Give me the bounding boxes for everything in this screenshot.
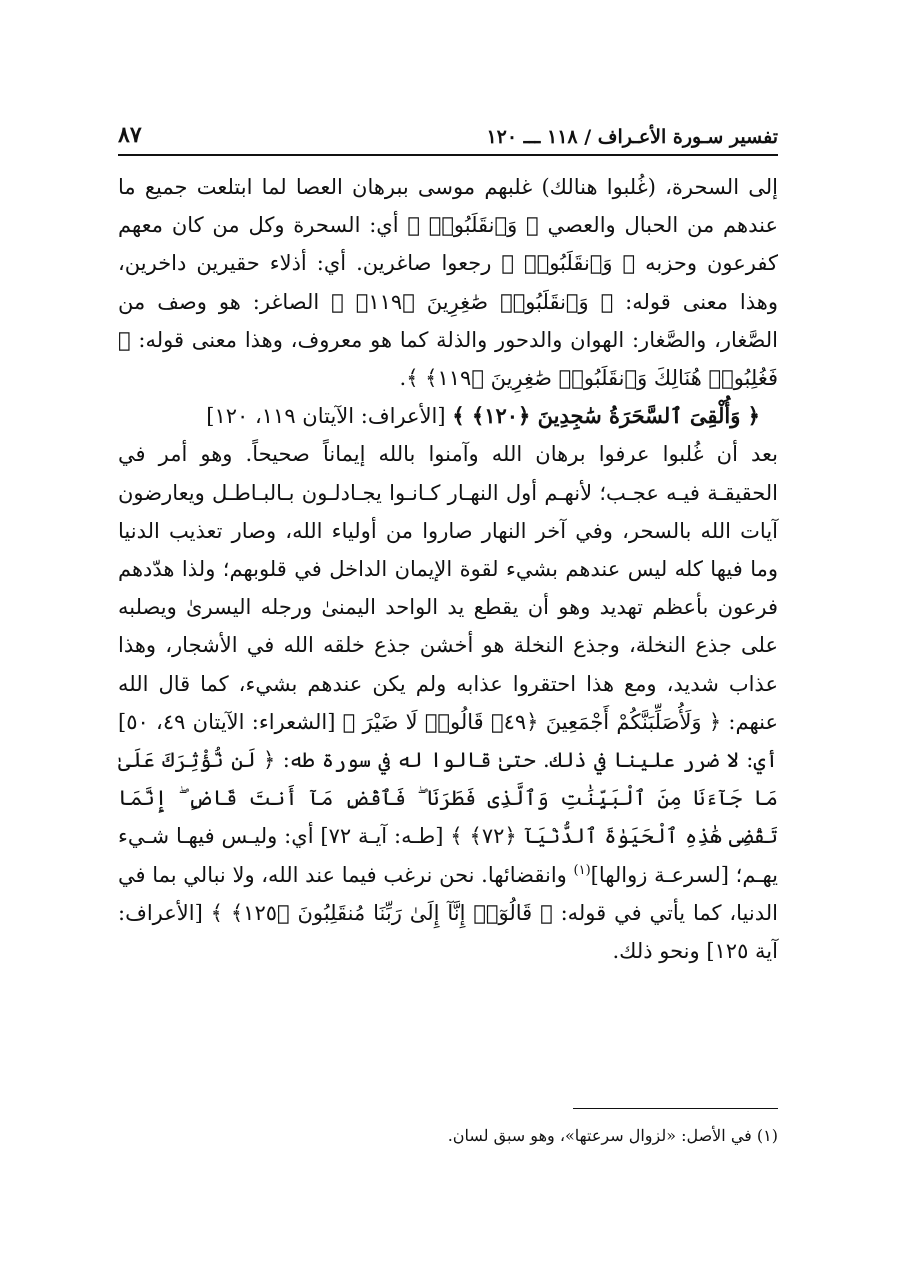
paragraph-2-text: بعد أن غُلبوا عرفوا برهان الله وآمنوا بالله إيماناً صحيحاً. وهو أمر في الحقيقـة فيـه عجـب؛ لأنهـم أول النهـار كـانـوا يجـادلـون بـالبـاطـل ويعارضون آيات الله بالسحر، وفي آخر النهار صاروا من أولياء الله، وصار تعذيب الدنيا وما فيها كله ليس عندهم بشيء لقوة الإيمان الداخل في قلوبهم؛ ولذا هدّدهم فرعون بأعظم تهديد وهو أن يقطع يد الواحد اليمنىٰ ورجله اليسرىٰ ويصلبه على جذع النخلة، وجذع النخلة هو أخشن جذع خلقه الله في الأشجار، وهذا عذاب شديد، ومع هذا احتقروا عذابه ولم يكن عندهم بشيء، كما قال الله عنهم: ﴿ وَلَأُصَلِّبَنَّكُمْ أَجْمَعِينَ ﴿٤٩﴾ قَالُوا۟ لَا ضَيْرَ ﴾ [الشعراء: الآيتان ٤٩، ٥٠] أي: لا ضرر علينا في ذلك. حتىٰ قالوا له في سورة طه: ﴿ لَن نُّؤْثِرَكَ عَلَىٰ مَا جَآءَنَا مِنَ ٱلْبَيِّنَٰتِ وَٱلَّذِى فَطَرَنَا ۖ فَٱقْضِ مَآ أَنتَ قَاضٍ ۖ إِنَّمَا تَقْضِى هَٰذِهِ ٱلْحَيَوٰةَ ٱلدُّنْيَآ ﴿٧٢﴾ ﴾ [طـه: آيـة ٧٢] أي: وليـس فيهـا شـيء يهـم؛ [لسرعـة زوالها]: [118, 442, 779, 887]
verse-quote: ﴿ وَأُلْقِىَ ٱلسَّحَرَةُ سَٰجِدِينَ ﴿١٢٠﴾ ﴾: [452, 403, 760, 429]
paragraph-2: [118, 435, 778, 970]
verse-heading: [118, 397, 778, 435]
footnote-marker: (١): [573, 862, 591, 878]
footnote-divider: [573, 1108, 778, 1109]
page-number: ٨٧: [118, 122, 142, 148]
running-header: [118, 112, 778, 156]
verse-reference: [الأعراف: الآيتان ١١٩، ١٢٠]: [206, 404, 446, 429]
body-text: [118, 168, 778, 970]
footnote: (١) في الأصل: «لزوال سرعتها»، وهو سبق لسان.: [447, 1126, 778, 1145]
paragraph-1: إلى السحرة، (غُلبوا هنالك) غلبهم موسى ببرهان العصا لما ابتلعت جميع ما عندهم من الحبال والعصي ﴿ وَٱنقَلَبُوا۟ ﴾ أي: السحرة وكل من كان معهم كفرعون وحزبه ﴿ وَٱنقَلَبُوا۟ ﴾ رجعوا صاغرين. أي: أذلاء حقيرين داخرين، وهذا معنى قوله: ﴿ وَٱنقَلَبُوا۟ صَٰغِرِينَ ﴿١١٩﴾ ﴾ الصاغر: هو وصف من الصَّغار، والصَّغار: الهوان والدحور والذلة كما هو معروف، وهذا معنى قوله: ﴿ فَغُلِبُوا۟ هُنَالِكَ وَٱنقَلَبُوا۟ صَٰغِرِينَ ﴿١١٩﴾ ﴾.: [118, 175, 778, 391]
book-page: [118, 112, 778, 1232]
paragraph-2-tail: وانقضائها. نحن نرغب فيما عند الله، ولا نبالي بما في الدنيا، كما يأتي في قوله: ﴿ قَالُوٓا۟ إِنَّآ إِلَىٰ رَبِّنَا مُنقَلِبُونَ ﴿١٢٥﴾ ﴾ [الأعراف: آية ١٢٥] ونحو ذلك.: [118, 862, 778, 964]
header-title: تفسير سـورة الأعـراف / ١١٨ ـــ ١٢٠: [486, 126, 778, 148]
